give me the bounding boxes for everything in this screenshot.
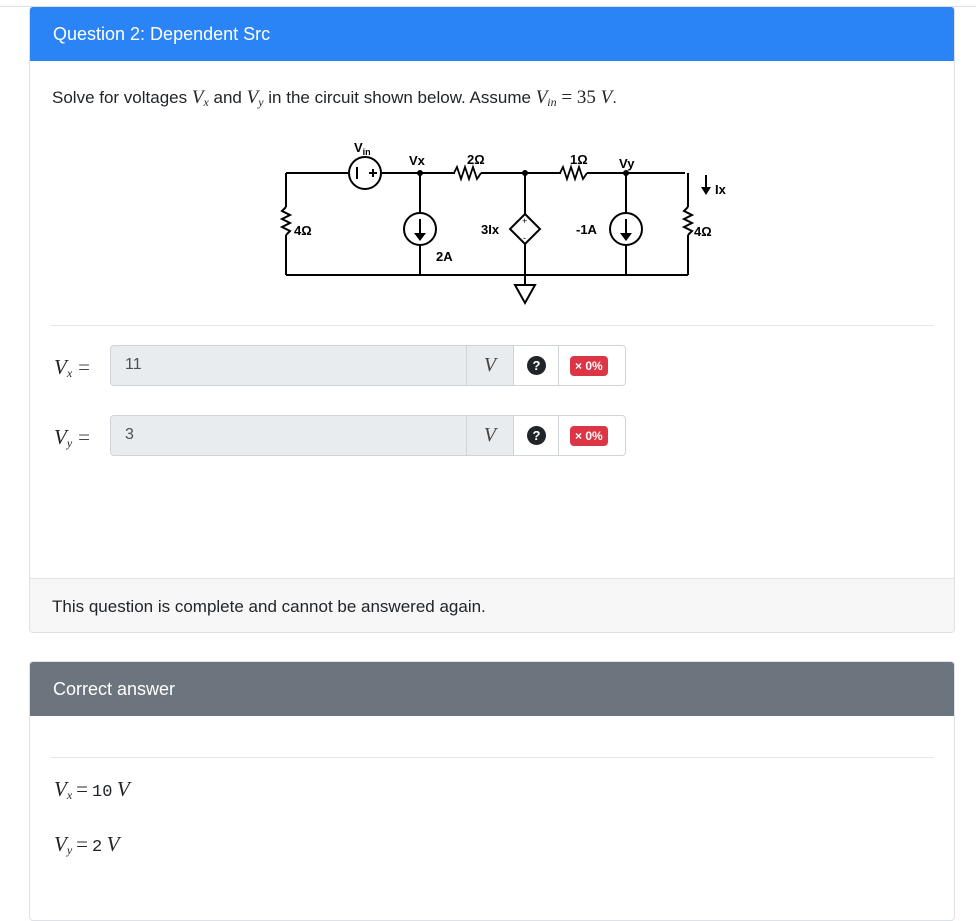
correct-vx: $V_x = 10$ V — [54, 777, 130, 802]
label-minus-1a: -1A — [576, 222, 597, 237]
label-r2: 1Ω — [570, 152, 588, 167]
label-vx: Vx — [409, 153, 425, 168]
vy-input[interactable]: 3 — [125, 426, 134, 443]
label-r1: 2Ω — [467, 152, 485, 167]
unit-addon: V — [466, 346, 513, 385]
correct-answer-card — [29, 661, 955, 921]
question-prompt — [52, 87, 617, 110]
answer-label-vx: $V_x$ = — [54, 355, 90, 380]
question-title: Question 2: Dependent Src — [30, 7, 954, 61]
label-r-left: 4Ω — [294, 223, 312, 238]
prompt-period: . — [612, 88, 617, 107]
prompt-text: Solve for voltages — [52, 88, 192, 107]
label-3ix: 3Ix — [481, 222, 500, 237]
help-button[interactable] — [513, 346, 558, 385]
label-vin: $V_{in}$ — [354, 140, 371, 157]
score-addon — [558, 416, 626, 455]
score-badge: × 0% — [570, 356, 608, 376]
var-vy: $V_y$ — [246, 87, 264, 109]
label-plus: + — [522, 216, 528, 226]
input-group-vy — [110, 415, 626, 456]
answer-row-vx — [30, 345, 955, 389]
label-ix: Ix — [715, 182, 726, 197]
prompt-text: in the circuit shown below. Assume — [263, 88, 536, 107]
assume-value: = 35 — [556, 87, 601, 108]
input-group-vx — [110, 345, 626, 386]
question-footer — [30, 578, 954, 633]
circuit-diagram — [270, 135, 730, 315]
label-r-right: 4Ω — [694, 224, 712, 239]
answer-label-vy: $V_y$ = — [54, 425, 90, 450]
var-vx: $V_x$ — [191, 87, 209, 109]
var-vin: $V_{in}$ — [535, 87, 557, 109]
assume-unit: V — [600, 87, 613, 108]
question-card — [29, 6, 955, 633]
score-addon — [558, 346, 626, 385]
divider — [51, 325, 934, 326]
question-icon: ? — [527, 426, 546, 445]
prompt-text: and — [208, 88, 247, 107]
correct-answer-title: Correct answer — [30, 662, 954, 716]
unit-addon: V — [466, 416, 513, 455]
score-badge: × 0% — [570, 426, 608, 446]
label-minus: - — [523, 233, 526, 243]
question-icon: ? — [527, 356, 546, 375]
divider — [51, 757, 934, 758]
answer-row-vy — [30, 415, 955, 459]
footer-text: This question is complete and cannot be answered again. — [52, 597, 486, 616]
help-button[interactable] — [513, 416, 558, 455]
correct-vy: $V_y = 2$ V — [54, 832, 120, 857]
vx-input[interactable]: 11 — [125, 356, 142, 373]
label-vy: Vy — [619, 156, 635, 171]
label-2a: 2A — [436, 249, 453, 264]
